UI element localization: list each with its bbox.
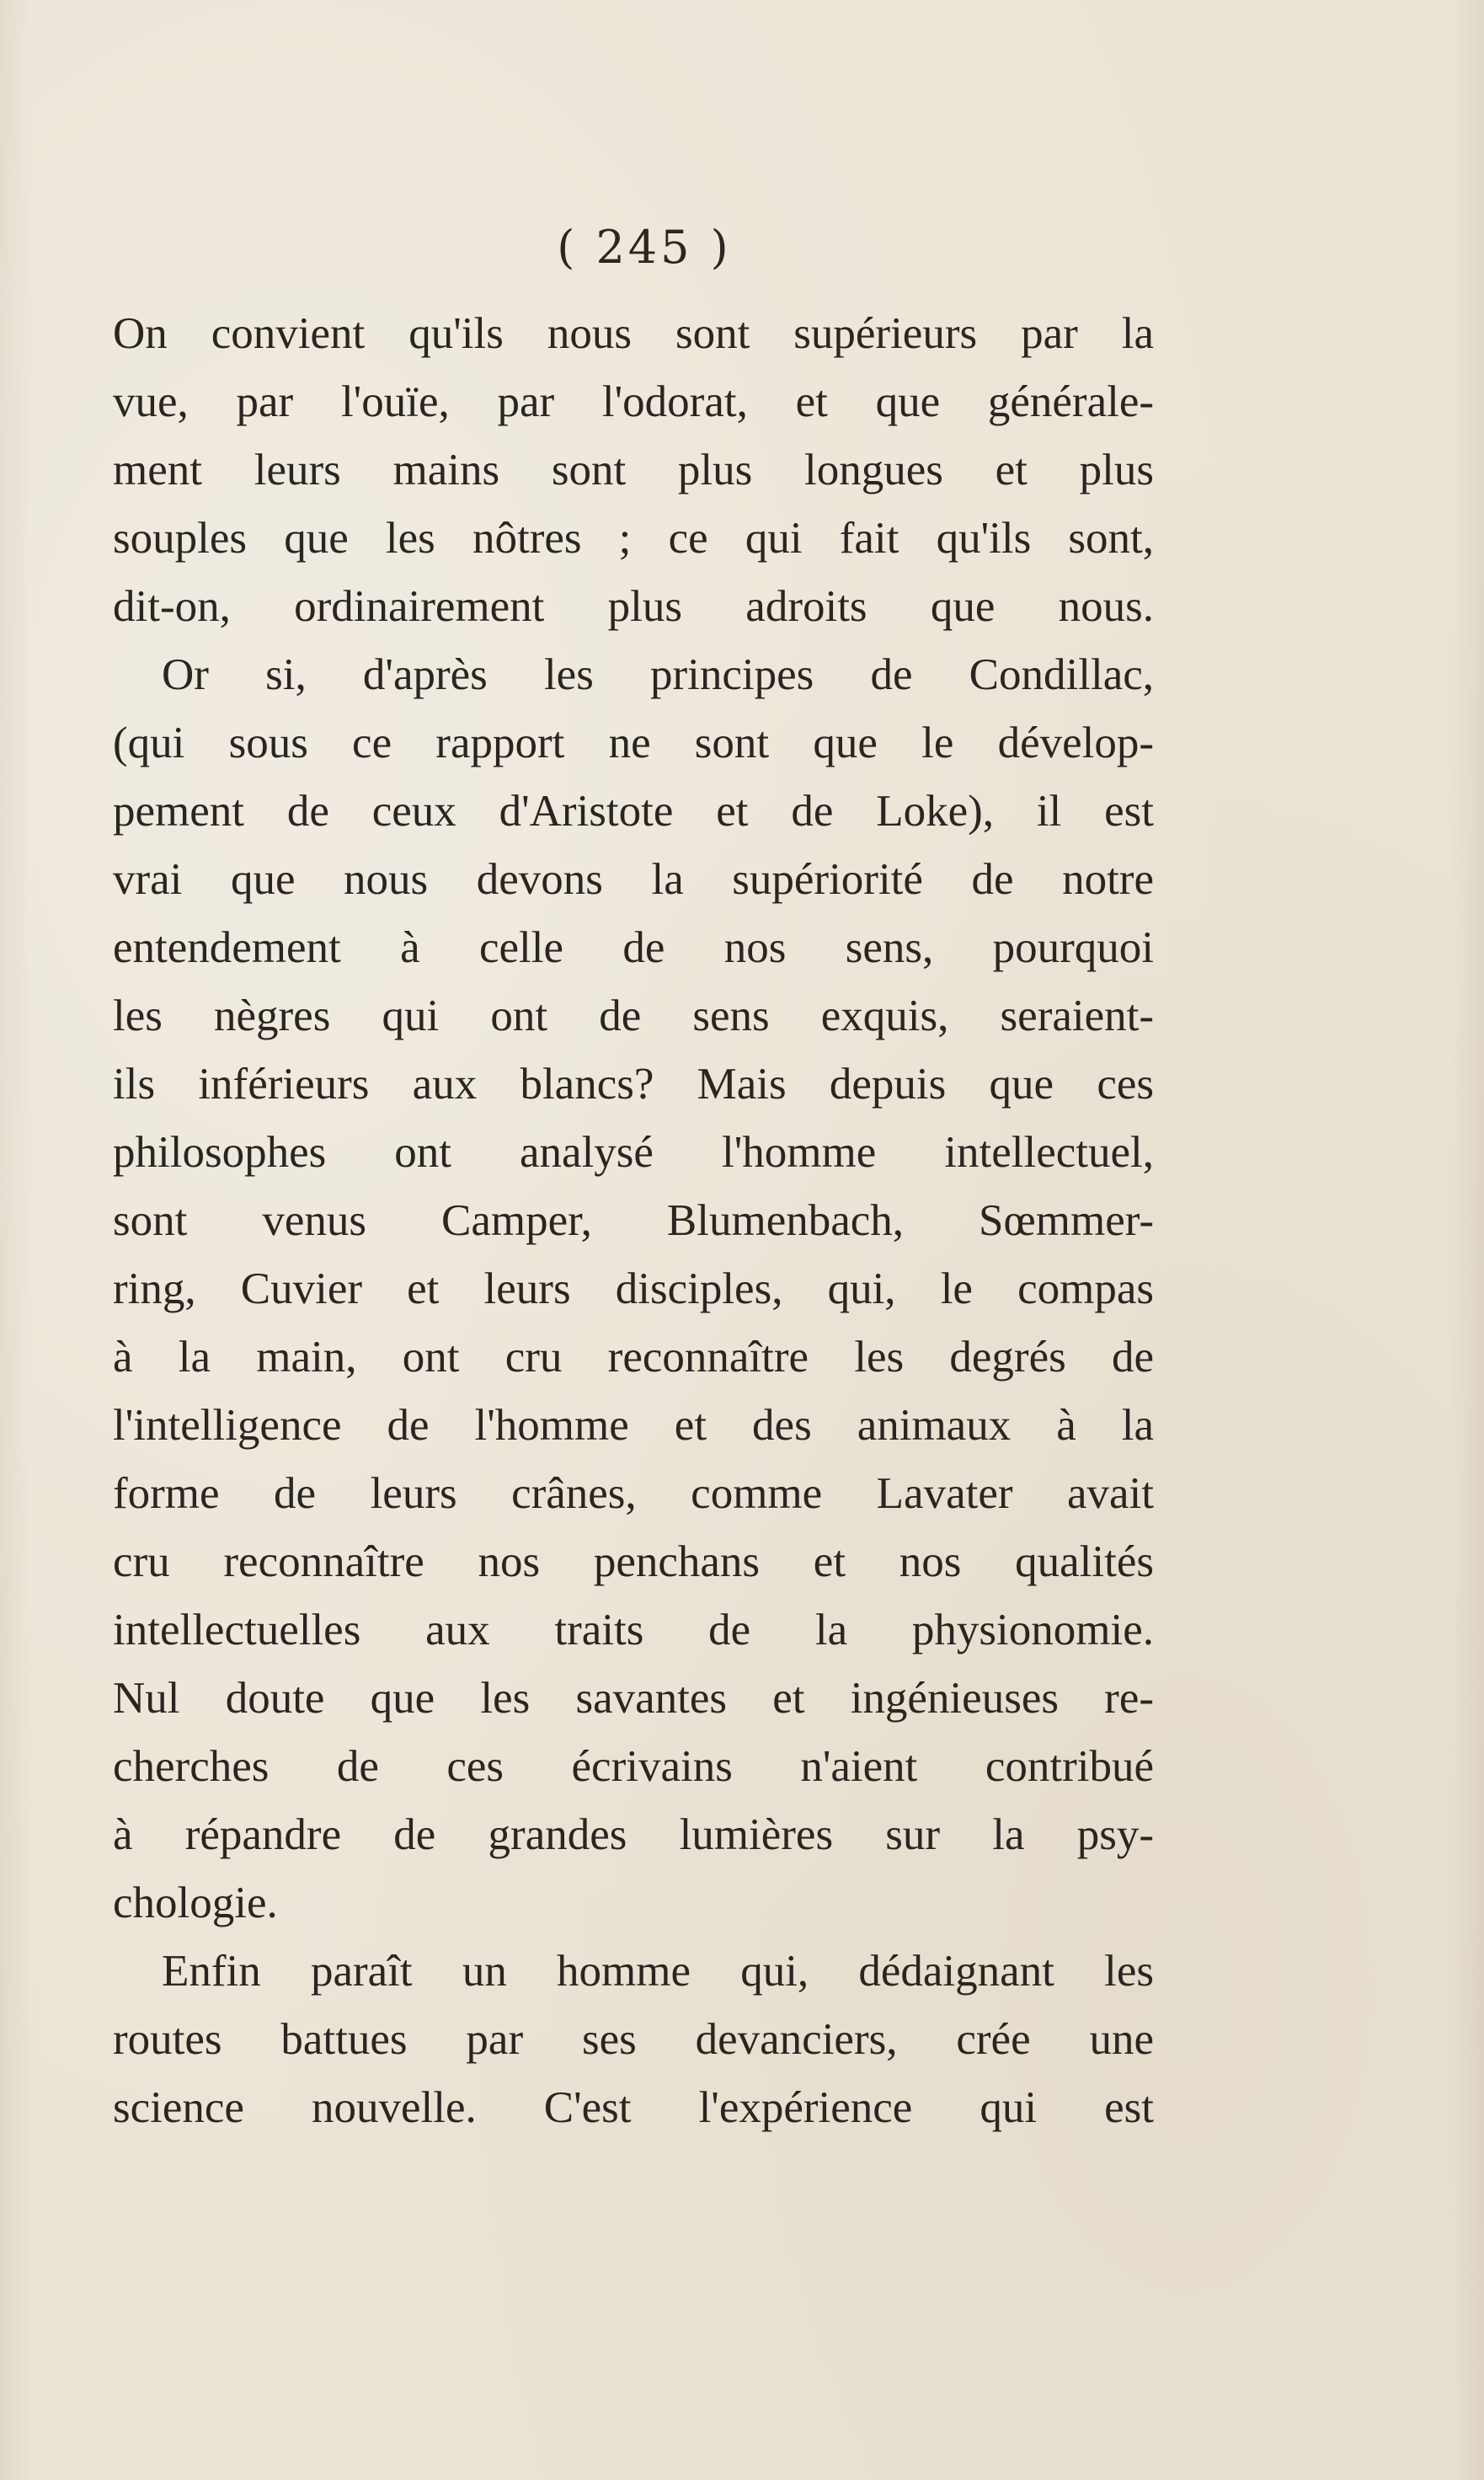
- text-line: vrai que nous devons la supériorité de notre: [113, 855, 1154, 904]
- text-line: souples que les nôtres ; ce qui fait qu'ils sont,: [113, 514, 1154, 563]
- text-line: routes battues par ses devanciers, crée une: [113, 2015, 1154, 2064]
- text-line: l'intelligence de l'homme et des animaux à la: [113, 1401, 1154, 1450]
- text-line: forme de leurs crânes, comme Lavater avait: [113, 1469, 1154, 1518]
- text-line: philosophes ont analysé l'homme intellectuel,: [113, 1128, 1154, 1177]
- text-line: les nègres qui ont de sens exquis, seraient-: [113, 991, 1154, 1040]
- text-line: ring, Cuvier et leurs disciples, qui, le compas: [113, 1264, 1154, 1313]
- text-line: cru reconnaître nos penchans et nos qualités: [113, 1537, 1154, 1586]
- text-line: à répandre de grandes lumières sur la psy-: [113, 1810, 1154, 1859]
- body-text: [113, 300, 1154, 2142]
- text-line: (qui sous ce rapport ne sont que le dévelop-: [113, 719, 1154, 767]
- text-line: Enfin paraît un homme qui, dédaignant les: [162, 1947, 1154, 1996]
- text-line: intellectuelles aux traits de la physionomie.: [113, 1606, 1154, 1654]
- page-number: ( 245 ): [557, 221, 732, 274]
- text-line: à la main, ont cru reconnaître les degrés de: [113, 1333, 1154, 1382]
- text-line: On convient qu'ils nous sont supérieurs par la: [113, 309, 1154, 358]
- text-line: science nouvelle. C'est l'expérience qui est: [113, 2083, 1154, 2132]
- text-line: ment leurs mains sont plus longues et plus: [113, 446, 1154, 494]
- text-line: ils inférieurs aux blancs? Mais depuis que ces: [113, 1060, 1154, 1109]
- text-line: sont venus Camper, Blumenbach, Sœmmer-: [113, 1196, 1154, 1245]
- text-line: dit-on, ordinairement plus adroits que nous.: [113, 582, 1154, 631]
- text-line: cherches de ces écrivains n'aient contribué: [113, 1742, 1154, 1791]
- text-line: Nul doute que les savantes et ingénieuses re-: [113, 1674, 1154, 1723]
- text-line: chologie.: [113, 1879, 278, 1927]
- text-line: pement de ceux d'Aristote et de Loke), il est: [113, 787, 1154, 836]
- text-line: Or si, d'après les principes de Condillac,: [162, 650, 1154, 699]
- text-line: vue, par l'ouïe, par l'odorat, et que générale-: [113, 377, 1154, 426]
- text-line: entendement à celle de nos sens, pourquoi: [113, 923, 1154, 972]
